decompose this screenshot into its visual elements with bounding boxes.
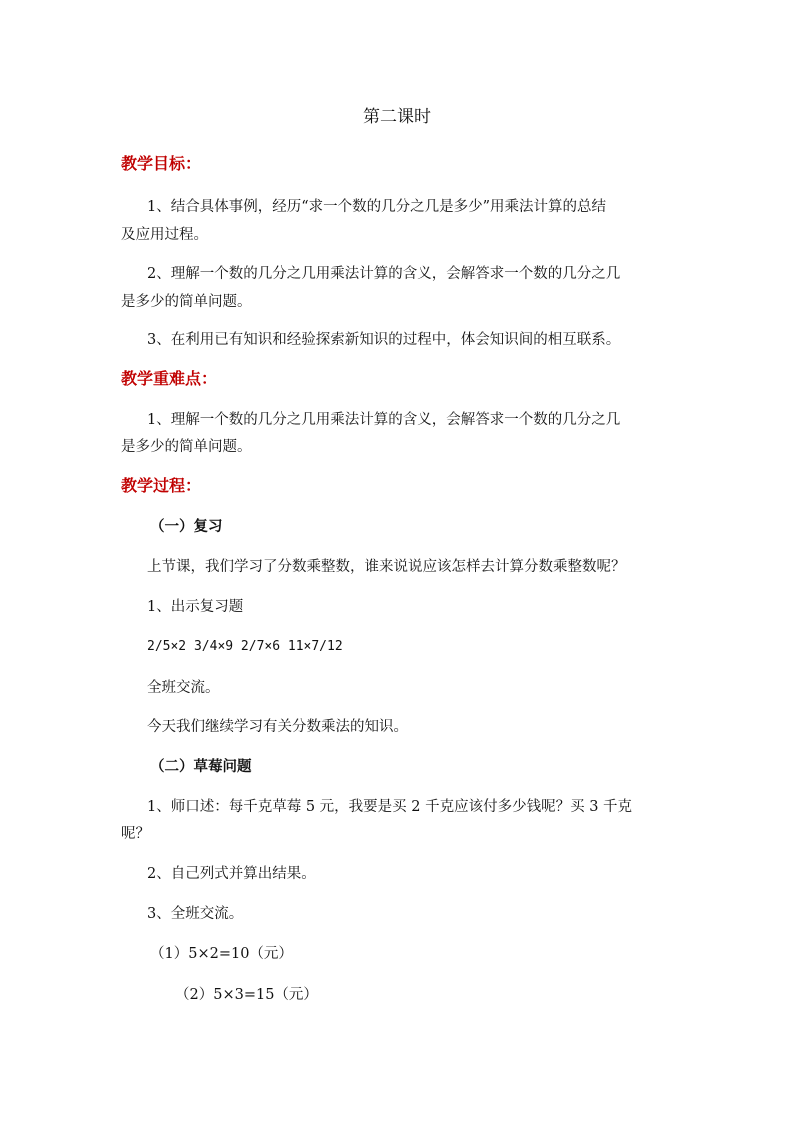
review-intro: 上节课，我们学习了分数乘整数，谁来说说应该怎样去计算分数乘整数呢？	[147, 559, 626, 575]
key-points-heading: 教学重难点：	[121, 369, 218, 388]
strawberry-heading: （二）草莓问题	[150, 758, 252, 775]
key-point-1-line-2: 是多少的简单问题。	[121, 439, 252, 455]
goal-3: 3、在利用已有知识和经验探索新知识的过程中，体会知识间的相互联系。	[147, 332, 621, 348]
page-title: 第二课时	[363, 107, 431, 127]
strawberry-step-1-line-1: 1、师口述：每千克草莓 5 元，我要是买 2 千克应该付多少钱呢？买 3 千克	[147, 799, 633, 815]
strawberry-answer-1: （1）5×2=10（元）	[150, 946, 293, 962]
goal-2-line-2: 是多少的简单问题。	[121, 294, 252, 310]
strawberry-step-3: 3、全班交流。	[147, 906, 244, 922]
goal-1-line-2: 及应用过程。	[121, 227, 208, 243]
goals-heading: 教学目标：	[121, 154, 202, 173]
strawberry-step-2: 2、自己列式并算出结果。	[147, 866, 316, 882]
review-exercises: 2/5×2 3/4×9 2/7×6 11×7/12	[147, 639, 343, 654]
key-point-1-line-1: 1、理解一个数的几分之几用乘法计算的含义，会解答求一个数的几分之几	[147, 412, 621, 428]
review-heading: （一）复习	[150, 518, 223, 535]
process-heading: 教学过程：	[121, 476, 202, 495]
goal-2-line-1: 2、理解一个数的几分之几用乘法计算的含义，会解答求一个数的几分之几	[147, 266, 621, 282]
review-discuss: 全班交流。	[147, 680, 220, 696]
strawberry-answer-2: （2）5×3=15（元）	[175, 987, 318, 1003]
review-step-1: 1、出示复习题	[147, 599, 244, 615]
goal-1-line-1: 1、结合具体事例，经历“求一个数的几分之几是多少”用乘法计算的总结	[147, 199, 607, 215]
review-today: 今天我们继续学习有关分数乘法的知识。	[147, 719, 408, 735]
strawberry-step-1-line-2: 呢？	[121, 826, 150, 842]
